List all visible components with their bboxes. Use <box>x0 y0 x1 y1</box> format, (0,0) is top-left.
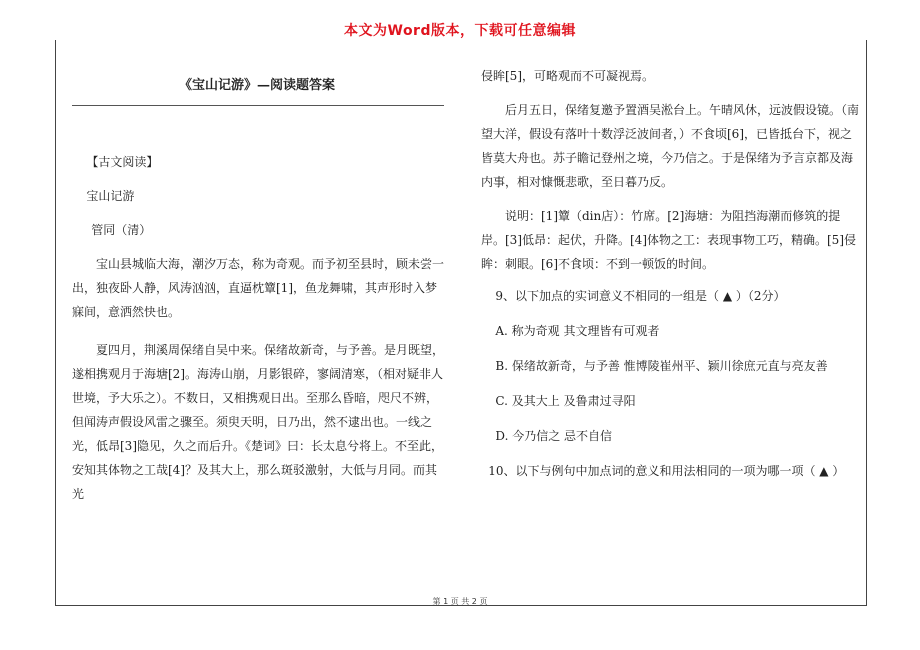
question-9: 9、以下加点的实词意义不相同的一组是（ ▲ ）（2分） <box>495 289 786 303</box>
annotation-notes: 说明：[1]簟（din店）：竹席。[2]海塘：为阻挡海潮而修筑的提岸。[3]低昂：起伏，升降。[4]体物之工：表现事物工巧，精确。[5]侵眸：刺眼。[6]不食顷：不到一顿饭的时间。 <box>481 209 856 271</box>
essay-author: 管同（清） <box>91 223 152 237</box>
essay-paragraph-1: 宝山县城临大海，潮汐万态，称为奇观。而予初至县时，顾未尝一出，独夜卧人静，风涛汹汹，直逼枕簟[1]，鱼龙舞啸，其声形时入梦寐间，意洒然快也。 <box>72 257 445 319</box>
document-title: 《宝山记游》—阅读题答案 <box>178 78 335 93</box>
left-column <box>72 150 448 506</box>
option-a: A. 称为奇观 其文理皆有可观者 <box>495 324 660 338</box>
right-column <box>481 64 859 483</box>
question-10: 10、以下与例句中加点词的意义和用法相同的一项为哪一项（ ▲ ） <box>488 464 845 478</box>
essay-paragraph-3: 后月五日，保绪复邀予置酒吴淞台上。午晴风休，远波假设镜。（南望大洋，假设有落叶十数浮泛波间者，）不食顷[6]，已皆抵台下，视之皆莫大舟也。苏子瞻记登州之境，今乃信之。于是保绪为予言京都及海内事，相对慷慨悲歌，至日暮乃反。 <box>481 103 860 189</box>
page-number: 第 1 页 共 2 页 <box>432 597 488 606</box>
title-divider <box>72 105 444 106</box>
download-banner: 本文为Word版本，下载可任意编辑 <box>344 23 576 39</box>
option-b: B. 保绪故新奇，与予善 惟博陵崔州平、颖川徐庶元直与亮友善 <box>495 359 828 373</box>
essay-title: 宝山记游 <box>86 189 135 203</box>
page-frame-left <box>55 40 56 605</box>
essay-paragraph-2: 夏四月，荆溪周保绪自吴中来。保绪故新奇，与予善。是月既望，遂相携观月于海塘[2]。海涛山崩，月影银碎，寥阔清寒，（相对疑非人世境，予大乐之）。不数日，又相携观日出。至那么昏暗，咫尺不辨，但闻涛声假设风雷之骤至。须臾天明，日乃出，然不逮出也。一线之光，低昂[3]隐见，久之而后升。《楚词》曰：长太息兮将上。不至此，安知其体物之工哉[4]？及其大上，那么斑驳激射，大低与月同。而其光 <box>72 343 445 501</box>
essay-paragraph-2-continued: 侵眸[5]，可略观而不可凝视焉。 <box>481 69 654 83</box>
page-frame-right <box>866 40 867 605</box>
section-heading: 【古文阅读】 <box>86 155 159 169</box>
option-d: D. 今乃信之 忌不自信 <box>495 429 613 443</box>
option-c: C. 及其大上 及鲁肃过寻阳 <box>495 394 636 408</box>
